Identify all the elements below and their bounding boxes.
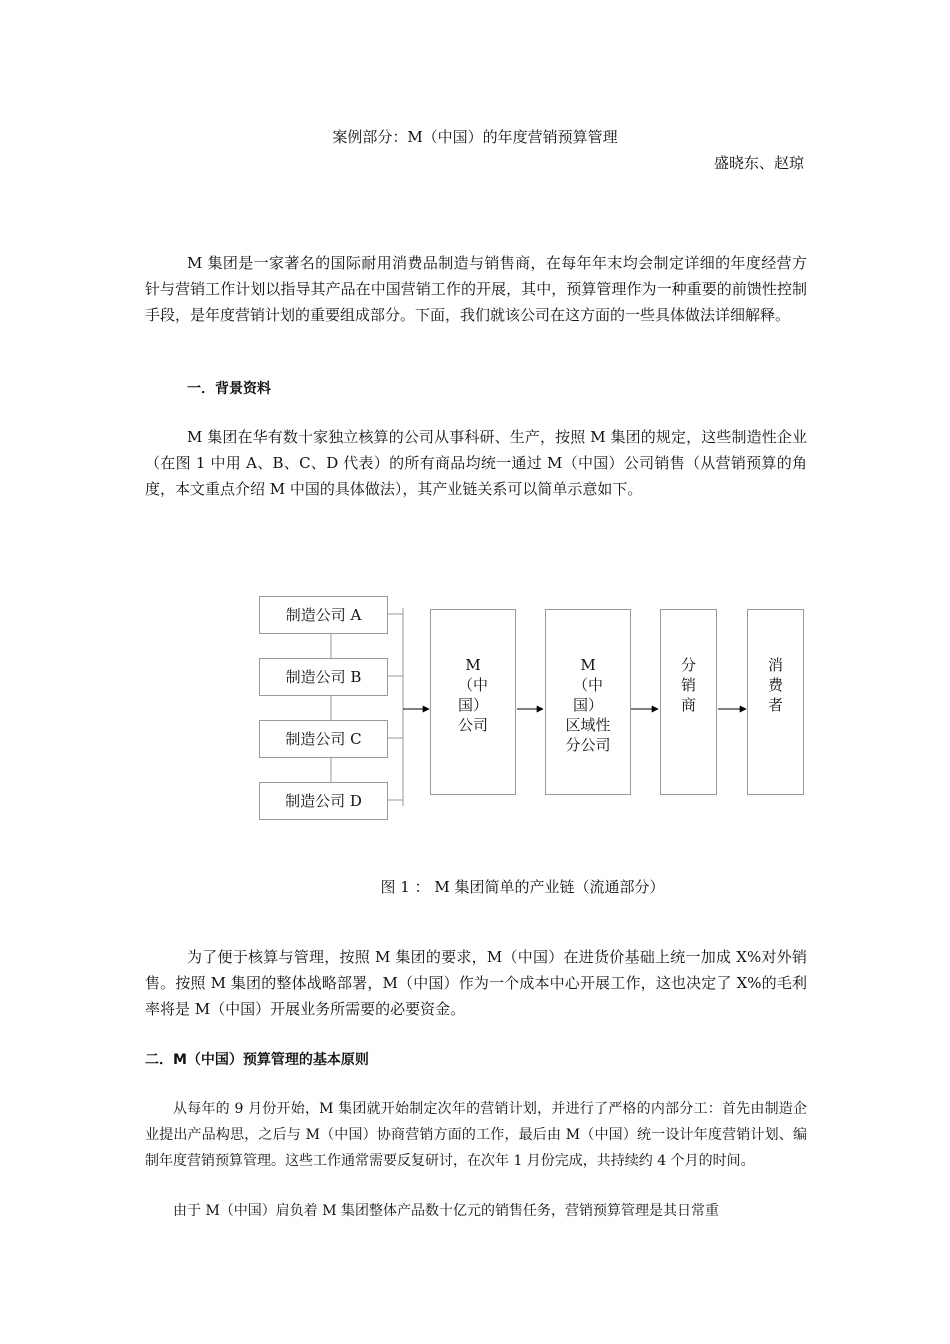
distributor-line-1: 分 bbox=[680, 656, 696, 674]
figure-caption: 图 1 ： M 集团简单的产业链（流通部分） bbox=[380, 878, 665, 896]
distributor-box bbox=[660, 609, 717, 795]
consumer-line-2: 费 bbox=[767, 676, 783, 694]
consumer-line-3: 者 bbox=[767, 696, 783, 714]
m-china-line-4: 公司 bbox=[457, 716, 488, 734]
background-paragraph: M 集团在华有数十家独立核算的公司从事科研、生产，按照 M 集团的规定，这些制造性企业（在图 1 中用 A、B、C、D 代表）的所有商品均统一通过 M（中国）公司销售（从营销预算的角度，本文重点介绍 M 中国的具体做法），其产业链关系可以简单示意如下。 bbox=[145, 428, 807, 498]
manufacturer-c-box: 制造公司 C bbox=[259, 720, 388, 758]
consumer-line-1: 消 bbox=[767, 656, 783, 674]
intro-paragraph: M 集团是一家著名的国际耐用消费品制造与销售商，在每年年末均会制定详细的年度经营方针与营销工作计划以指导其产品在中国营销工作的开展，其中，预算管理作为一种重要的前馈性控制手段，是年度营销计划的重要组成部分。下面，我们就该公司在这方面的一些具体做法详细解释。 bbox=[145, 254, 807, 324]
manufacturer-b-box: 制造公司 B bbox=[259, 658, 388, 696]
manufacturer-a-box: 制造公司 A bbox=[259, 596, 388, 634]
document-title: 案例部分：M（中国）的年度营销预算管理 bbox=[332, 128, 618, 146]
regional-branch-box bbox=[545, 609, 631, 795]
regional-line-1: M bbox=[580, 656, 596, 674]
m-china-line-3: 国） bbox=[457, 696, 488, 714]
m-china-line-1: M bbox=[465, 656, 481, 674]
regional-line-4: 区域性 bbox=[565, 716, 611, 734]
consumer-box bbox=[747, 609, 804, 795]
distributor-line-3: 商 bbox=[680, 696, 696, 714]
regional-line-3: 国） bbox=[572, 696, 603, 714]
section-heading-principles: 二．M（中国）预算管理的基本原则 bbox=[145, 1052, 369, 1068]
regional-line-2: （中 bbox=[572, 676, 603, 694]
m-china-line-2: （中 bbox=[457, 676, 488, 694]
distributor-line-2: 销 bbox=[680, 676, 696, 694]
author-line: 盛晓东、赵琼 bbox=[713, 154, 804, 172]
pricing-paragraph: 为了便于核算与管理，按照 M 集团的要求，M（中国）在进货价基础上统一加成 X%对外销售。按照 M 集团的整体战略部署，M（中国）作为一个成本中心开展工作，这也决定了 X%的毛利率将是 M（中国）开展业务所需要的必要资金。 bbox=[145, 948, 807, 1018]
section-heading-background: 一．背景资料 bbox=[187, 381, 271, 397]
regional-line-5: 分公司 bbox=[565, 736, 611, 754]
principles-paragraph-1: 从每年的 9 月份开始，M 集团就开始制定次年的营销计划，并进行了严格的内部分工：首先由制造企业提出产品构思，之后与 M（中国）协商营销方面的工作，最后由 M（中国）统一设计年度营销计划、编制年度营销预算管理。这些工作通常需要反复研讨，在次年 1 月份完成，共持续约 4 个月的时间。 bbox=[145, 1101, 807, 1169]
principles-paragraph-2: 由于 M（中国）肩负着 M 集团整体产品数十亿元的销售任务，营销预算管理是其日常重 bbox=[173, 1203, 720, 1219]
m-china-box bbox=[430, 609, 516, 795]
manufacturer-d-box: 制造公司 D bbox=[259, 782, 388, 820]
